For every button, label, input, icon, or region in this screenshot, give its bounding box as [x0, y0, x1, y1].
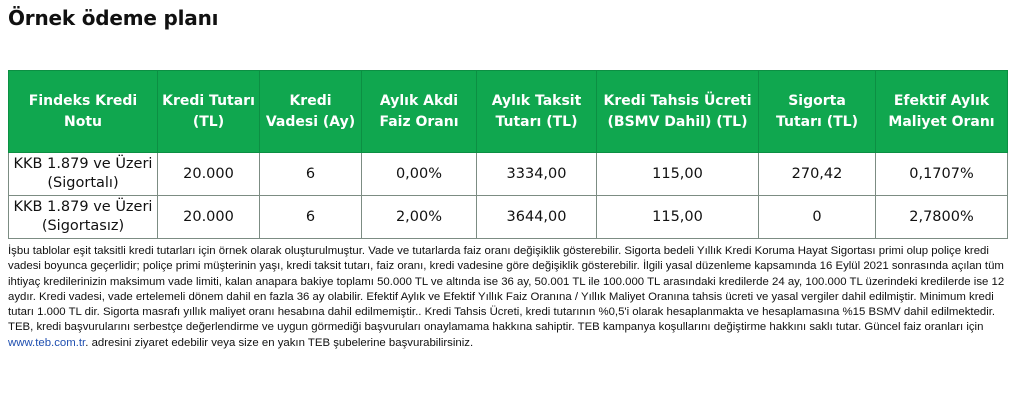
page-title: Örnek ödeme planı [8, 6, 219, 30]
payment-plan-table [8, 70, 1008, 239]
header-effective-cost: Efektif Aylık Maliyet Oranı [876, 71, 1008, 153]
disclaimer-text [8, 244, 1008, 351]
cell-loan-term: 6 [260, 153, 362, 196]
header-loan-amount: Kredi Tutarı (TL) [158, 71, 260, 153]
cell-monthly-installment: 3334,00 [477, 153, 597, 196]
table-row [9, 196, 1008, 239]
table-header-row [9, 71, 1008, 153]
header-monthly-installment: Aylık Taksit Tutarı (TL) [477, 71, 597, 153]
cell-allocation-fee: 115,00 [597, 153, 759, 196]
header-credit-score: Findeks Kredi Notu [9, 71, 158, 153]
header-allocation-fee: Kredi Tahsis Ücreti (BSMV Dahil) (TL) [597, 71, 759, 153]
cell-monthly-interest: 2,00% [362, 196, 477, 239]
cell-loan-amount: 20.000 [158, 196, 260, 239]
teb-website-link[interactable]: www.teb.com.tr [8, 336, 86, 349]
table-row [9, 153, 1008, 196]
header-loan-term: Kredi Vadesi (Ay) [260, 71, 362, 153]
cell-effective-cost: 0,1707% [876, 153, 1008, 196]
cell-credit-score: KKB 1.879 ve Üzeri (Sigortalı) [9, 153, 158, 196]
cell-monthly-interest: 0,00% [362, 153, 477, 196]
cell-effective-cost: 2,7800% [876, 196, 1008, 239]
cell-allocation-fee: 115,00 [597, 196, 759, 239]
cell-loan-amount: 20.000 [158, 153, 260, 196]
disclaimer-body: İşbu tablolar eşit taksitli kredi tutarları için örnek olarak oluşturulmuştur. Vade ve tutarlarda faiz oranı değişiklik gösterebilir. Sigorta bedeli Yıllık Kredi Koruma Hayat Sigortası primi olup poliçe kredi vadesi boyunca geçerlidir; poliçe primi müşterinin yaşı, kredi taksit tutarı, faiz oranı, kredi vadesine göre değişiklik gösterebilir. İlgili yasal düzenleme kapsamında 16 Eylül 2021 sonrasında açılan tüm ihtiyaç kredilerinizin maksimum vade limiti, kalan anapara bakiye toplamı 50.000 TL ve altında ise 36 ay, 50.001 TL ile 100.000 TL arasındaki kredilerde 24 ay, 100.000 TL üzerindeki kredilerde ise 12 aydır. Kredi vadesi, vade ertelemeli dönem dahil en fazla 36 ay olabilir. Efektif Aylık ve Efektif Yıllık Faiz Oranına / Yıllık Maliyet Oranına tahsis ücreti ve yasal vergiler dahil edilmiştir. Minimum kredi tutarı 1.000 TL dir. Sigorta masrafı yıllık maliyet oranı hesabına dahil edilmemiştir.. Kredi Tahsis Ücreti, kredi tutarının %0,5'i olarak hesaplanmakta ve hesaplamasına %15 BSMV dahil edilmektedir. TEB, kredi başvurularını serbestçe değerlendirme ve uygun görmediği başvuruları onaylamama hakkına sahiptir. TEB kampanya koşullarını değiştirme hakkını saklı tutar. Güncel faiz oranları için [8, 245, 1005, 334]
cell-monthly-installment: 3644,00 [477, 196, 597, 239]
cell-loan-term: 6 [260, 196, 362, 239]
cell-credit-score: KKB 1.879 ve Üzeri (Sigortasız) [9, 196, 158, 239]
header-insurance-amount: Sigorta Tutarı (TL) [759, 71, 876, 153]
disclaimer-tail: . adresini ziyaret edebilir veya size en yakın TEB şubelerine başvurabilirsiniz. [85, 336, 474, 349]
cell-insurance-amount: 0 [759, 196, 876, 239]
header-monthly-interest: Aylık Akdi Faiz Oranı [362, 71, 477, 153]
cell-insurance-amount: 270,42 [759, 153, 876, 196]
